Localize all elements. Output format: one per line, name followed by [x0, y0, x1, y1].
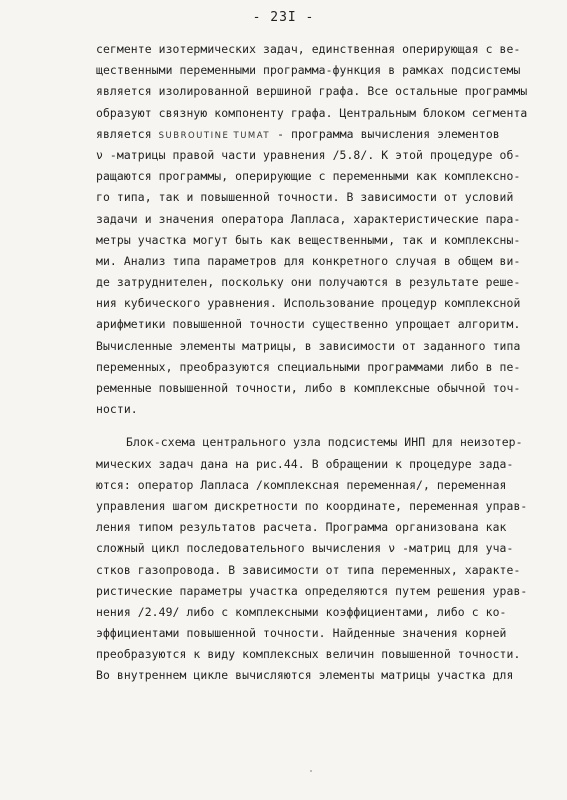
text-line: ления типом результатов расчета. Программа организована как — [96, 520, 507, 535]
paragraph-gap — [96, 420, 534, 432]
body-text — [96, 39, 534, 687]
text-line: ристические параметры участка определяются путем решения урав- — [96, 583, 528, 598]
text-line: эффициентами повышенной точности. Найденные значения корней — [96, 626, 507, 641]
text-line: сложный цикл последовательного вычисления ν -матриц для уча- — [96, 541, 514, 556]
text-line: Вычисленные элементы матрицы, в зависимости от заданного типа — [96, 338, 521, 353]
text-line: арифметики повышенной точности существенно упрощает алгоритм. — [96, 317, 521, 332]
text-line: ются: оператор Лапласа /комплексная переменная/, переменная — [96, 477, 507, 492]
page-number: - 23I - — [252, 10, 315, 25]
text-line: ν -матрицы правой части уравнения /5.8/. К этой процедуре об- — [96, 147, 521, 162]
text-line: де затруднителен, поскольку они получаются в результате реше- — [96, 275, 521, 290]
text-line: сегменте изотермических задач, единственная оперирующая с ве- — [96, 42, 521, 56]
text-fragment: является — [96, 126, 159, 141]
scan-speck — [310, 770, 312, 772]
text-line: стков газопровода. В зависимости от типа переменных, характе- — [96, 562, 521, 577]
text-line: образуют связную компоненту графа. Центральным блоком сегмента — [96, 105, 528, 120]
text-line: ременные повышенной точности, либо в комплексные обычной точ- — [96, 381, 521, 395]
text-line: щественными переменными программа-функция в рамках подсистемы — [96, 63, 521, 78]
text-line: нения /2.49/ либо с комплексными коэффициентами, либо с ко- — [96, 604, 507, 619]
text-line: го типа, так и повышенной точности. В зависимости от условий — [96, 190, 514, 205]
text-line: ния кубического уравнения. Использование процедур комплексной — [96, 296, 521, 311]
text-line: управления шагом дискретности по координате, переменная управ- — [96, 498, 528, 513]
text-line: преобразуются к виду комплексных величин повышенной точности. — [96, 647, 521, 662]
text-line: Блок-схема центрального узла подсистемы ИНП для неизотер- — [126, 435, 523, 450]
text-line: мических задач дана на рис.44. В обращении к процедуре задa- — [96, 456, 514, 471]
text-line: метры участка могут быть как вещественными, так и комплексны- — [96, 232, 521, 247]
handwritten-routine-name: SUBROUTINE TUMAT — [158, 130, 271, 141]
text-fragment: - программа вычисления элементов — [270, 126, 500, 141]
text-line: ращаются программы, оперирующие с переменными как комплексно- — [96, 169, 521, 184]
text-line: ности. — [96, 402, 138, 417]
text-line: задачи и значения оператора Лапласа, характеристические пара- — [96, 211, 521, 226]
text-line: Во внутреннем цикле вычисляются элементы матрицы участка для — [96, 668, 514, 683]
text-line: переменных, преобразуются специальными программами либо в пе- — [96, 359, 521, 374]
text-line: ми. Анализ типа параметров для конкретного случая в общем ви- — [96, 253, 521, 268]
text-line-with-handwriting — [96, 124, 534, 145]
text-line: является изолированной вершиной графа. Все остальные программы — [96, 84, 528, 99]
